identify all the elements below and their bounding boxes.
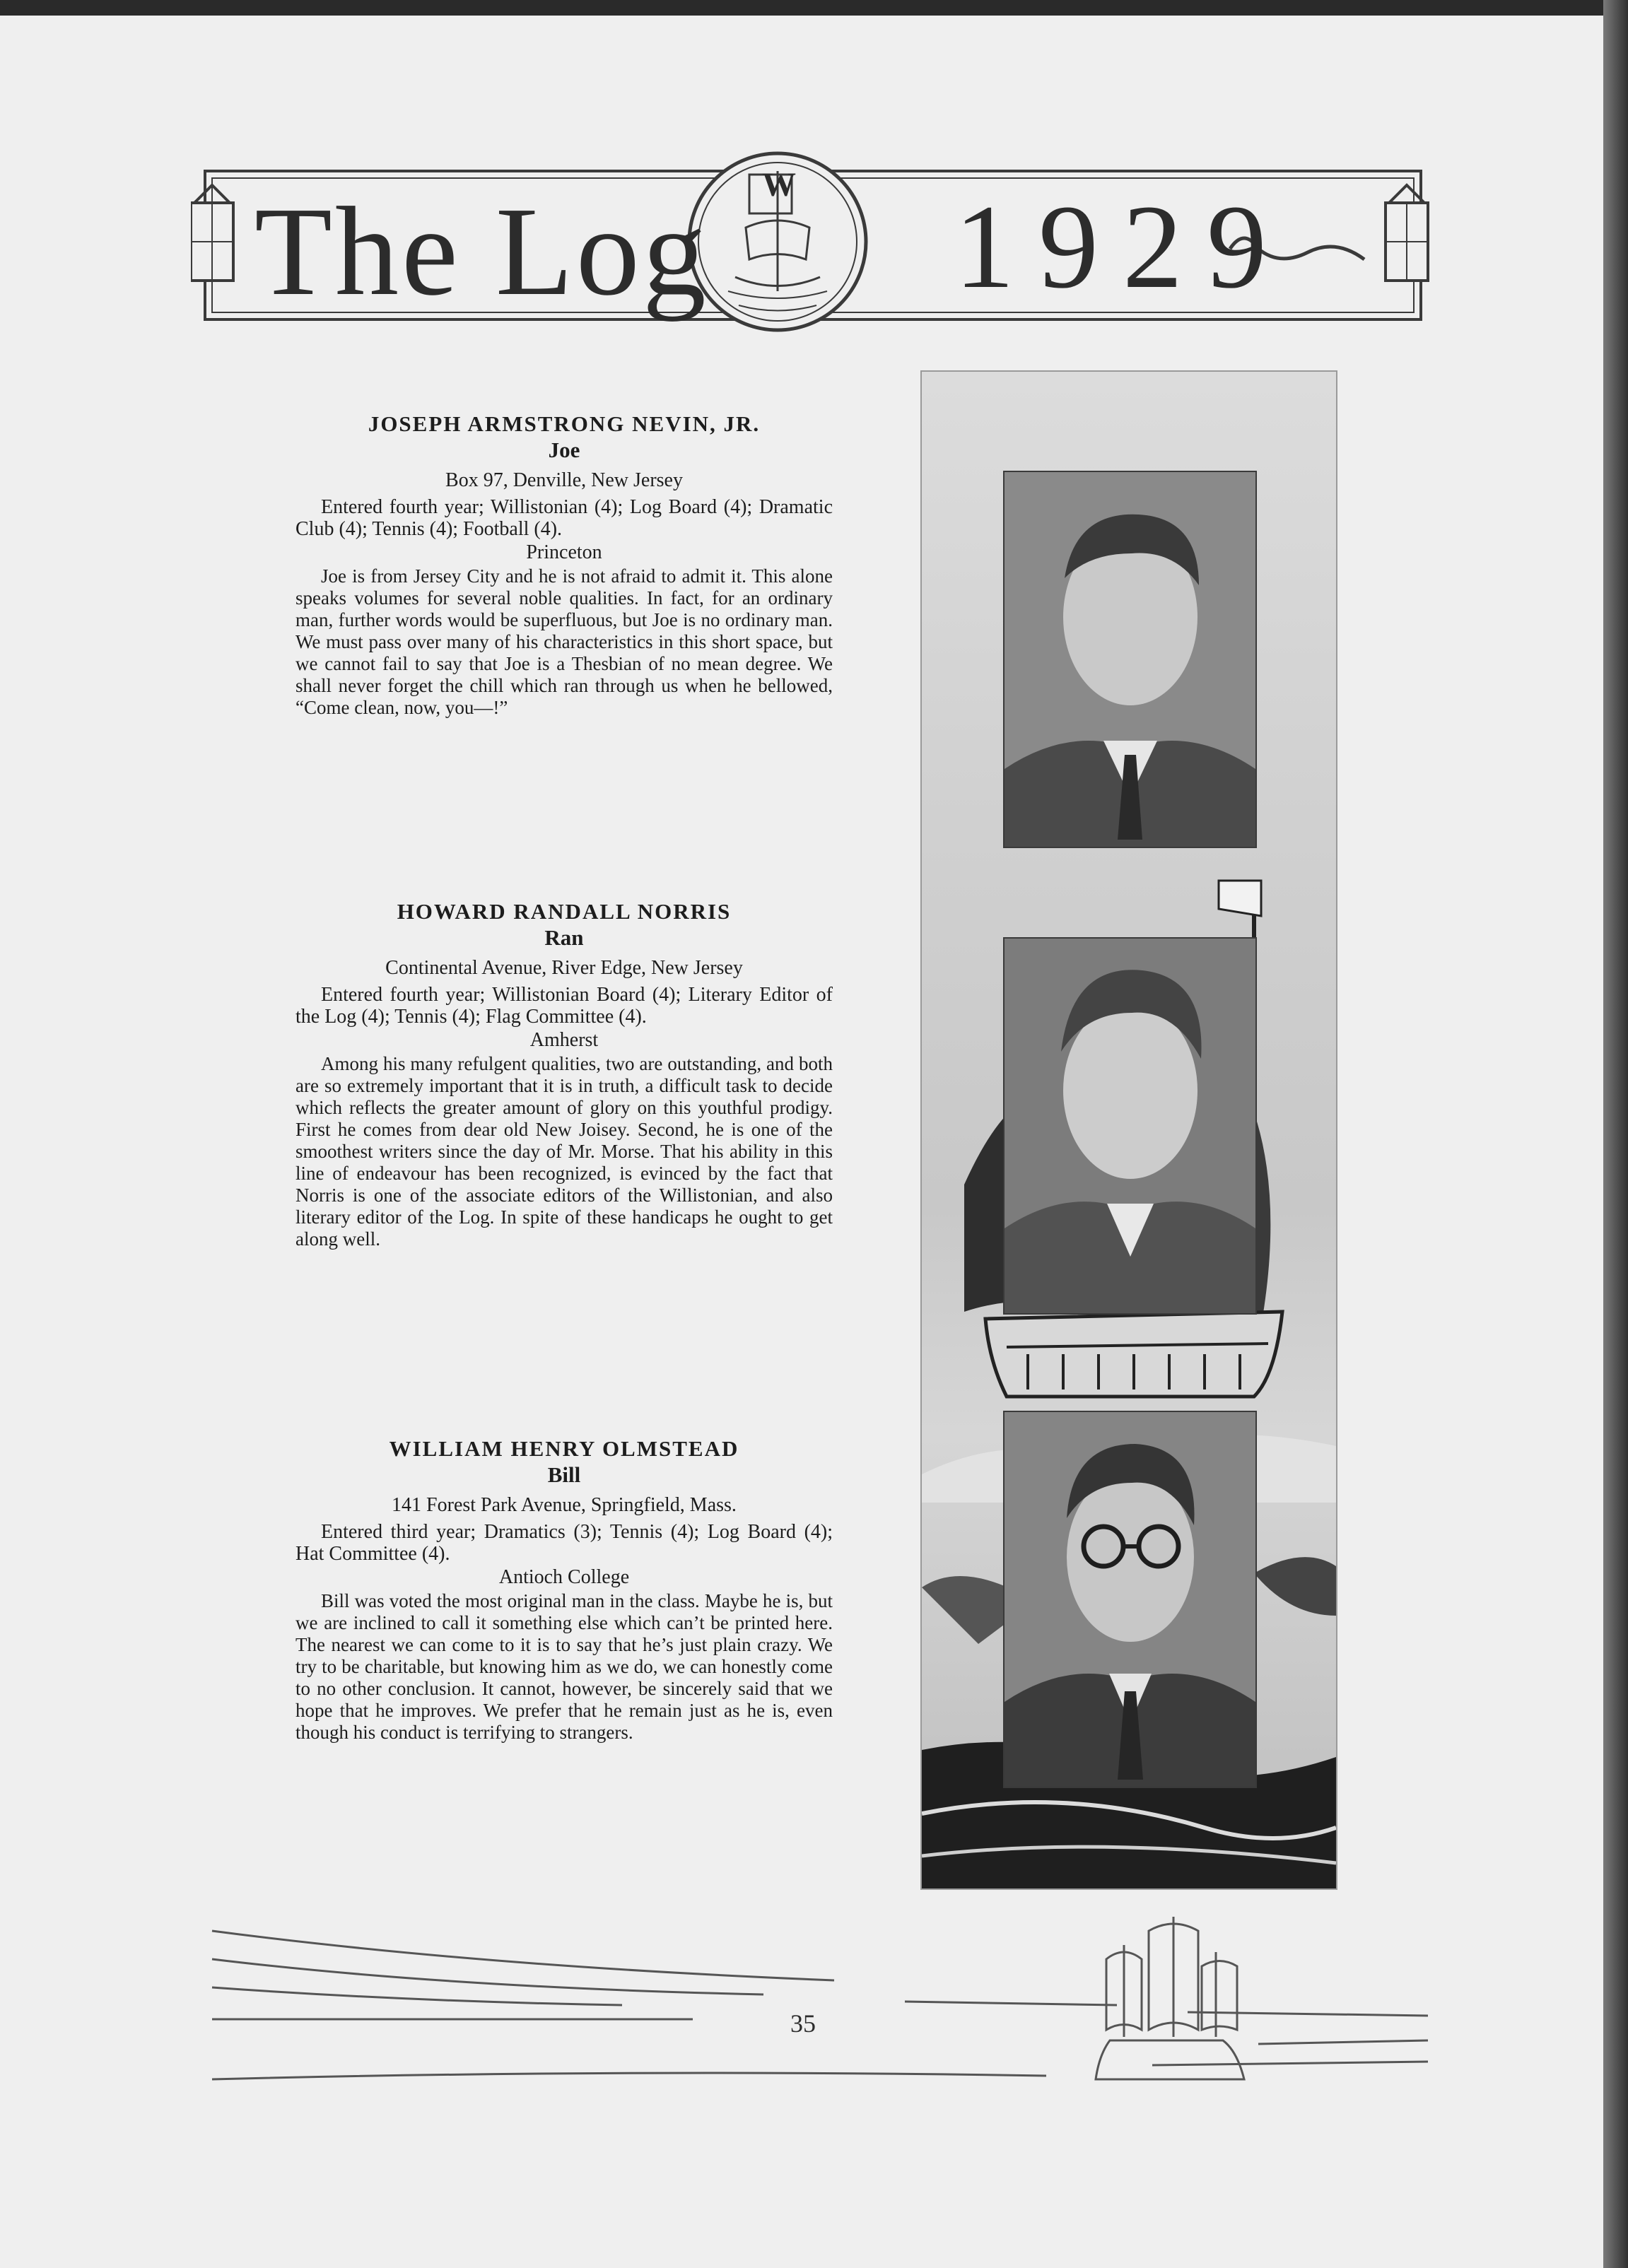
footer-decoration — [198, 1888, 1442, 2100]
entry-address: Box 97, Denville, New Jersey — [445, 469, 683, 491]
page-number: 35 — [790, 2009, 816, 2038]
entry-nickname: Joe — [548, 437, 580, 462]
yearbook-page — [0, 16, 1603, 2268]
entry-address: Continental Avenue, River Edge, New Jersey — [385, 957, 743, 979]
portrait-nevin — [1003, 471, 1257, 848]
portrait-norris — [1003, 937, 1257, 1315]
entry-college: Princeton — [526, 541, 602, 563]
page-edge — [1603, 0, 1628, 2268]
entry-olmstead — [295, 1436, 833, 1744]
entry-address: 141 Forest Park Avenue, Springfield, Mass. — [392, 1494, 737, 1516]
portrait-olmstead — [1003, 1411, 1257, 1788]
entry-activities: Entered fourth year; Willistonian Board (4); Literary Editor of the Log (4); Tennis (4); Flag Committee (4). — [295, 984, 833, 1028]
entry-name: WILLIAM HENRY OLMSTEAD — [389, 1436, 739, 1461]
banner-title: The Log — [254, 181, 709, 322]
entry-nickname: Bill — [547, 1462, 581, 1487]
portrait-image — [1005, 939, 1255, 1313]
entry-norris — [295, 899, 833, 1250]
entry-bio: Bill was voted the most original man in the class. Maybe he is, but we are inclined to call it something else which can’t be printed here. The nearest we can come to it is to say that he’s just plain crazy. We try to be charitable, but knowing him as we do, we can honestly come to no other conclusion. It cannot, however, be sincerely said that we hope that he improves. We prefer that he remain just as he is, even though his conduct is terrifying to strangers. — [295, 1590, 833, 1743]
footer-waves-ship — [198, 1888, 1442, 2100]
entry-activities: Entered fourth year; Willistonian (4); Log Board (4); Dramatic Club (4); Tennis (4); Football (4). — [295, 496, 833, 540]
entry-bio: Joe is from Jersey City and he is not afraid to admit it. This alone speaks volumes for several noble qualities. In fact, for an ordinary man, further words would be superfluous, but Joe is no ordinary man. We must pass over many of his characteristics in this short space, but we cannot fail to say that Joe is a Thesbian of no mean degree. We shall never forget the chill which ran through us when he bellowed, “Come clean, now, you—!” — [295, 565, 833, 718]
logo-letter: W — [762, 166, 796, 204]
entry-college: Amherst — [529, 1029, 599, 1051]
entry-nevin — [295, 411, 833, 719]
banner-year: 1929 — [954, 180, 1291, 313]
entry-college: Antioch College — [498, 1566, 630, 1588]
header-banner — [191, 136, 1435, 369]
portrait-image — [1005, 1412, 1255, 1787]
illustration-strip — [920, 370, 1337, 1890]
entry-activities: Entered third year; Dramatics (3); Tennis (4); Log Board (4); Hat Committee (4). — [295, 1521, 833, 1565]
entry-nickname: Ran — [544, 925, 584, 950]
entry-bio: Among his many refulgent qualities, two are outstanding, and both are so extremely important that it is in truth, a difficult task to decide which reflects the greater amount of glory on this youthful prodigy. First he comes from dear old New Joisey. Second, he is one of the smoothest writers since the day of Mr. Morse. That his ability in this line of endeavour has been recognized, is evinced by the fact that Norris is one of the associate editors of the Willistonian, and also literary editor of the Log. In spite of these handicaps he ought to get along well. — [295, 1053, 833, 1250]
portrait-image — [1005, 472, 1255, 847]
entry-name: JOSEPH ARMSTRONG NEVIN, JR. — [368, 411, 761, 436]
entry-name: HOWARD RANDALL NORRIS — [397, 899, 732, 924]
